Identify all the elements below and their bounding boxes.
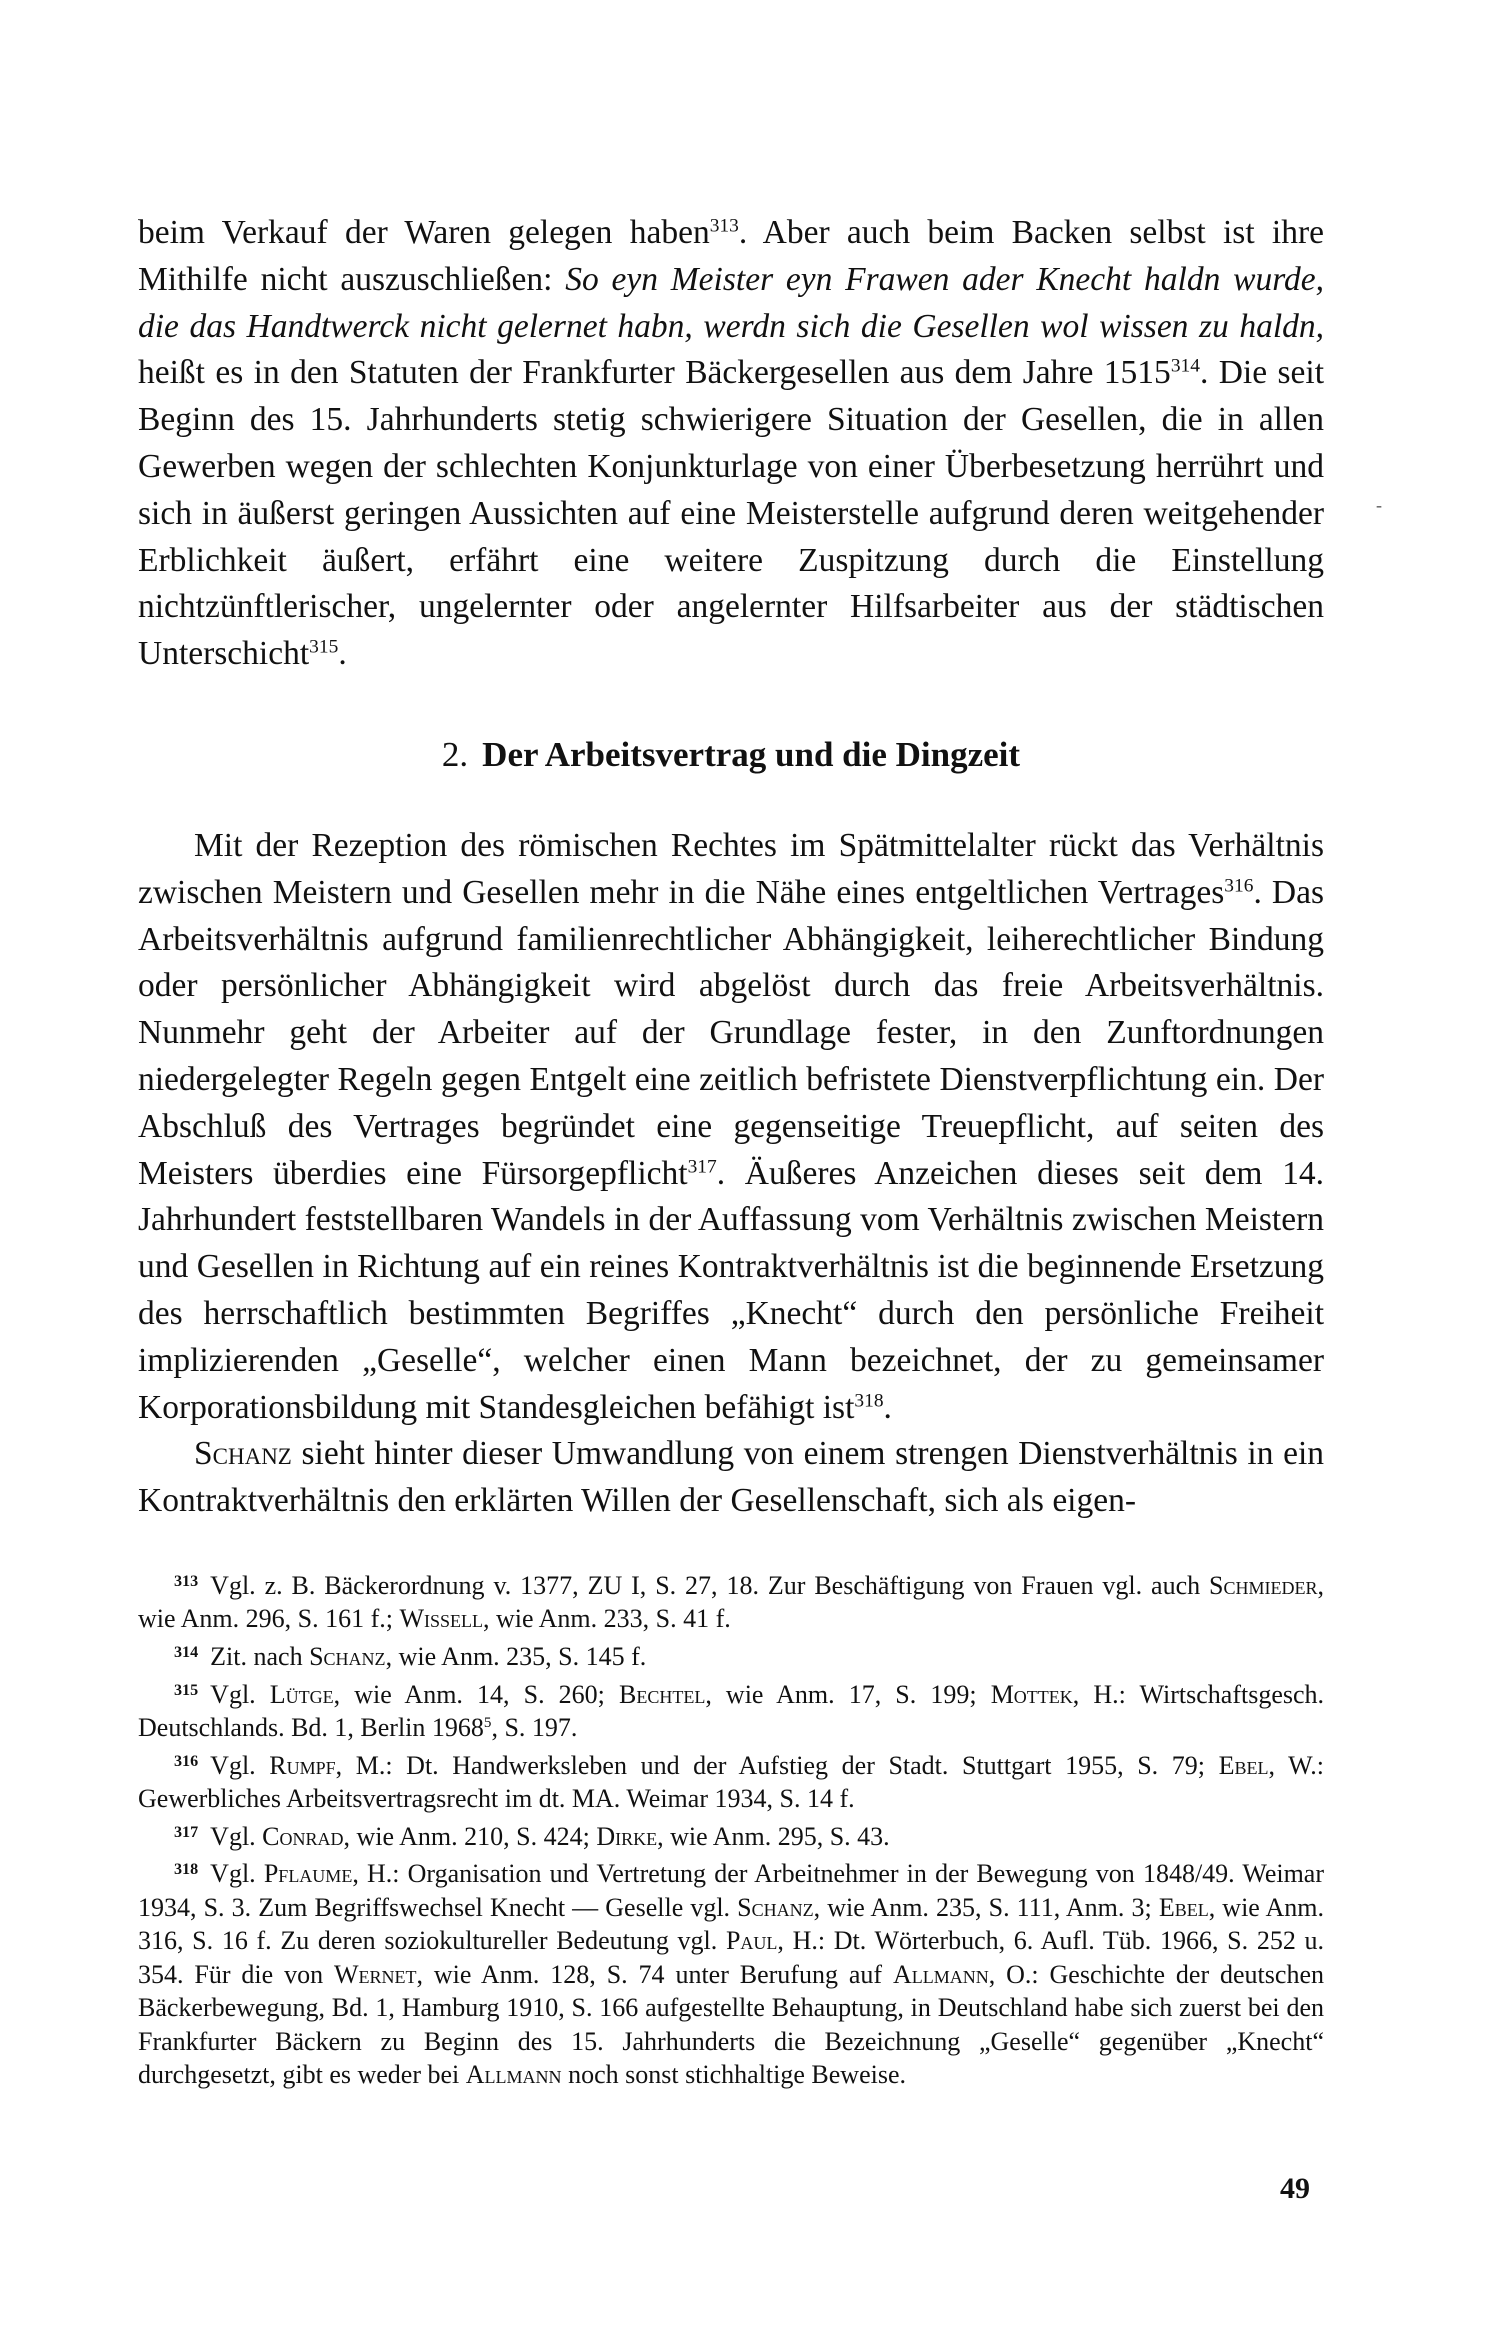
text-block: [138, 210, 1324, 2092]
author-name: Ebel: [1218, 1750, 1269, 1780]
footnote-ref-318[interactable]: 318: [854, 1389, 884, 1411]
footnote-ref-313[interactable]: 313: [709, 215, 739, 237]
footnote-number: 315: [174, 1681, 199, 1699]
footnote-316: [138, 1745, 1324, 1816]
author-name: Schmieder: [1209, 1570, 1318, 1600]
text-run: . Die seit Beginn des 15. Jahrhunderts stetig schwierigere Situation der Gesellen, die in allen Gewerben wegen der schlechten Konjunkturlage von einer Überbesetzung herrührt und sich in äußerst geringen Aussichten auf eine Meisterstelle aufgrund deren weitgehender Erblichkeit äußert, erfährt eine weitere Zuspitzung durch die Einstellung nichtzünftlerischer, ungelernter oder angelernter Hilfsarbeiter aus der städtischen Unterschicht: [138, 354, 1325, 673]
footnote-ref-314[interactable]: 314: [1170, 355, 1200, 377]
text-run: , S. 197.: [491, 1713, 578, 1743]
footnote-ref-317[interactable]: 317: [687, 1155, 717, 1177]
margin-mark: -: [1376, 495, 1382, 515]
text-run: , wie Anm. 235, S. 145 f.: [385, 1642, 647, 1672]
text-run: , wie Anm. 233, S. 41 f.: [483, 1604, 731, 1634]
text-run: Vgl. z. B. Bäckerordnung v. 1377, ZU I, S. 27, 18. Zur Beschäftigung von Frauen vgl. auch: [210, 1570, 1210, 1600]
footnotes: [138, 1565, 1324, 2092]
footnote-number: 317: [174, 1823, 199, 1841]
paragraph-1: [138, 210, 1324, 678]
author-name: Lütge: [269, 1679, 334, 1709]
footnote-number: 318: [174, 1861, 199, 1879]
text-run: , wie Anm. 295, S. 43.: [657, 1821, 890, 1851]
footnote-number: 314: [174, 1643, 199, 1661]
author-name: Allmann: [892, 1959, 989, 1989]
text-run: .: [338, 635, 347, 673]
footnote-317: [138, 1816, 1324, 1854]
text-run: Mit der Rezeption des römischen Rechtes im Spätmittelalter rückt das Verhältnis zwischen Meistern und Gesellen mehr in die Nähe eines entgeltlichen Vertrages: [138, 826, 1324, 911]
text-run: , wie Anm. 128, S. 74 unter Berufung auf: [416, 1959, 893, 1989]
text-run: sieht hinter dieser Umwandlung von einem strengen Dienstverhältnis in ein Kontraktverhältnis den erklärten Willen der Gesellenschaft, sich als eigen-: [138, 1435, 1324, 1520]
text-run: . Das Arbeitsverhältnis aufgrund familienrechtlicher Abhängigkeit, leiherechtlicher Bindung oder persönlicher Abhängigkeit wird abgelöst durch das freie Arbeitsverhältnis. Nunmehr geht der Arbeiter auf der Grundlage fester, in den Zunftordnungen niedergelegter Regeln gegen Entgelt eine zeitlich befristete Dienstverpflichtung ein. Der Abschluß des Vertrages begründet eine gegenseitige Treuepflicht, auf seiten des Meisters überdies eine Fürsorgepflicht: [138, 873, 1324, 1192]
author-name: Dirke: [596, 1821, 658, 1851]
footnote-313: [138, 1565, 1324, 1636]
author-name: Schanz: [194, 1435, 292, 1473]
text-run: , H.: Dt. Wörterbuch, 6. Aufl. Tüb. 1966, S. 252 u. 354. Für die von: [138, 1926, 1325, 1989]
text-run: , wie Anm. 17, S. 199;: [705, 1679, 991, 1709]
footnote-ref-315[interactable]: 315: [309, 636, 339, 658]
author-name: Allmann: [465, 2060, 562, 2090]
author-name: Wernet: [333, 1959, 417, 1989]
text-run: , H.: Organisation und Vertretung der Arbeitnehmer in der Bewegung von 1848/49. Weimar 1934, S. 3. Zum Begriffswechsel Knecht — Geselle vgl.: [138, 1859, 1324, 1922]
text-run: .: [883, 1388, 892, 1426]
text-run: , O.: Geschichte der deutschen Bäckerbewegung, Bd. 1, Hamburg 1910, S. 166 aufgestellte Behauptung, in Deutschland habe sich zuerst bei den Frankfurter Bäckern zu Beginn des 15. Jahrhunderts die Bezeichnung „Geselle“ gegenüber „Knecht“ durchgesetzt, gibt es weder bei: [138, 1959, 1324, 2090]
author-name: Paul: [725, 1926, 778, 1956]
text-run: Zit. nach: [210, 1642, 310, 1672]
author-name: Schanz: [737, 1892, 814, 1922]
text-run: , wie Anm. 316, S. 16 f. Zu deren soziokultureller Bedeutung vgl.: [138, 1892, 1324, 1956]
paragraph-2: [138, 823, 1324, 1431]
footnote-315: [138, 1674, 1324, 1745]
footnote-ref-316[interactable]: 316: [1224, 875, 1254, 897]
footnote-number: 313: [174, 1572, 199, 1590]
author-name: Mottek: [990, 1679, 1073, 1709]
author-name: Conrad: [262, 1821, 344, 1851]
paragraph-3: [138, 1431, 1324, 1525]
footnote-318: [138, 1853, 1324, 2092]
text-run: , M.: Dt. Handwerksleben und der Aufstieg der Stadt. Stuttgart 1955, S. 79;: [335, 1750, 1219, 1780]
page-number: 49: [1280, 2172, 1310, 2205]
text-run: , wie Anm. 14, S. 260;: [333, 1679, 619, 1709]
text-run: , wie Anm. 235, S. 111, Anm. 3;: [813, 1892, 1159, 1922]
author-name: Bechtel: [619, 1679, 706, 1709]
text-run: , H.: Wirtschaftsgesch. Deutschlands. Bd. 1, Berlin 1968: [138, 1679, 1325, 1743]
author-name: Schanz: [309, 1642, 386, 1672]
text-run: , W.: Gewerbliches Arbeitsvertragsrecht im dt. MA. Weimar 1934, S. 14 f.: [138, 1750, 1324, 1814]
text-run: Vgl.: [210, 1859, 264, 1889]
text-run: Vgl.: [210, 1679, 270, 1709]
text-run: . Aber auch beim Backen selbst ist ihre Mithilfe nicht auszuschließen:: [138, 214, 1324, 298]
text-run: , wie Anm. 210, S. 424;: [343, 1821, 597, 1851]
text-run: Vgl.: [210, 1750, 270, 1780]
section-title: Der Arbeitsvertrag und die Dingzeit: [482, 734, 1021, 774]
edition-superscript: 5: [483, 1715, 492, 1732]
text-run: Vgl.: [210, 1821, 263, 1851]
author-name: Rumpf: [269, 1750, 336, 1780]
section-heading: [138, 733, 1324, 777]
text-run: noch sonst stichhaltige Beweise.: [561, 2060, 906, 2090]
footnote-number: 316: [174, 1752, 199, 1770]
author-name: Pflaume: [263, 1859, 353, 1889]
text-run: , wie Anm. 296, S. 161 f.;: [138, 1570, 1324, 1634]
author-name: Wissell: [399, 1604, 483, 1634]
statute-quote: So eyn Meister eyn Frawen ader Knecht haldn wurde, die das Handtwerck nicht gelernet habn, werdn sich die Gesellen wol wissen zu haldn,: [138, 260, 1324, 345]
text-run: . Äußeres Anzeichen dieses seit dem 14. Jahrhundert feststellbaren Wandels in der Auffassung vom Verhältnis zwischen Meistern und Gesellen in Richtung auf ein reines Kontraktverhältnis ist die beginnende Ersetzung des herrschaftlich bestimmten Begriffes „Knecht“ durch den persönliche Freiheit implizierenden „Geselle“, welcher einen Mann bezeichnet, der zu gemeinsamer Korporationsbildung mit Standesgleichen befähigt ist: [138, 1154, 1324, 1426]
footnote-314: [138, 1636, 1324, 1674]
text-run: heißt es in den Statuten der Frankfurter Bäckergesellen aus dem Jahre 1515: [138, 354, 1171, 392]
section-number: 2.: [441, 734, 469, 774]
text-run: beim Verkauf der Waren gelegen haben: [138, 214, 710, 251]
author-name: Ebel: [1158, 1892, 1209, 1922]
